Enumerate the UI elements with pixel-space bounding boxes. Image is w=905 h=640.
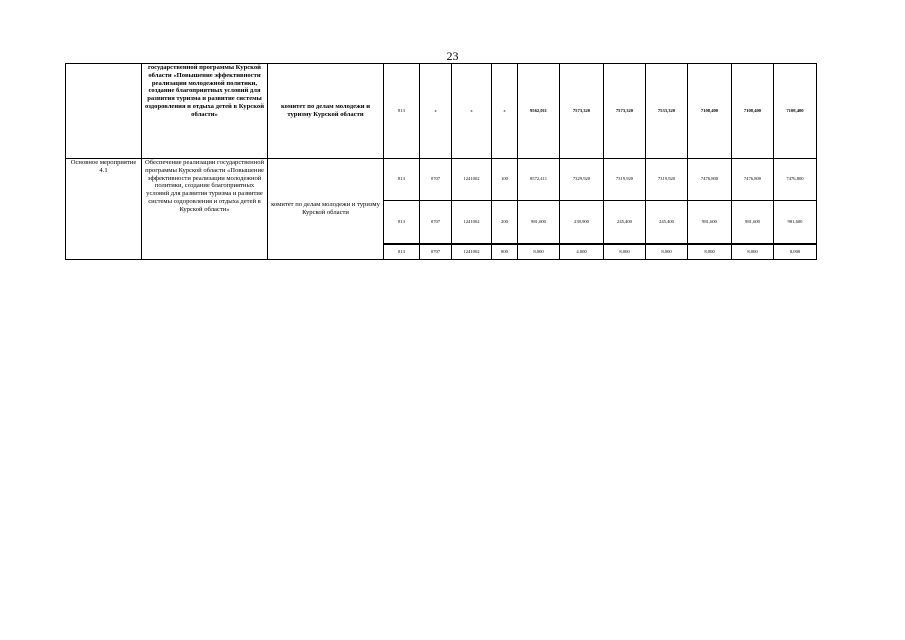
value-cell: 245,400 <box>646 201 688 244</box>
grbs-cell: 813 <box>384 64 420 159</box>
value-cell: 239,900 <box>560 201 604 244</box>
name-cell: Основное мероприятие 4.1 <box>66 159 142 260</box>
value-cell: 8,000 <box>518 244 560 260</box>
program-cell: государственной программы Курской области «Повышение эффективности реализации молодежной политики, создание благоприятных условий для развития туризма и развитие системы оздоровления и отдыха детей в Курской области» <box>142 64 268 159</box>
program-cell: Обеспечение реализации государственной программы Курской области «Повышение эффективности реализации молодежной политики, создание благоприятных условий для развития туризма и развитие системы оздоровления и отдыха детей в Курской области» <box>142 159 268 260</box>
value-cell: 8,000 <box>774 244 817 260</box>
name-cell <box>66 64 142 159</box>
value-cell: 245,400 <box>604 201 646 244</box>
value-cell: 8,000 <box>646 244 688 260</box>
value-cell: 7476,800 <box>732 159 774 201</box>
value-cell: 8,000 <box>604 244 646 260</box>
rzpr-cell: 0707 <box>420 201 452 244</box>
vr-cell: 200 <box>492 201 518 244</box>
value-cell: 8,000 <box>688 244 732 260</box>
value-cell: 7533,320 <box>646 64 688 159</box>
value-cell: 7108,400 <box>688 64 732 159</box>
budget-table <box>65 63 817 260</box>
csr-cell: х <box>452 64 492 159</box>
value-cell: 981,600 <box>774 201 817 244</box>
executor-cell: комитет по делам молодежи и туризму Курской области <box>268 64 384 159</box>
value-cell: 7319,920 <box>646 159 688 201</box>
value-cell: 7476,800 <box>774 159 817 201</box>
value-cell: 8572,411 <box>518 159 560 201</box>
csr-cell: 1241002 <box>452 159 492 201</box>
vr-cell: 100 <box>492 159 518 201</box>
rzpr-cell: 0707 <box>420 159 452 201</box>
vr-cell: х <box>492 64 518 159</box>
executor-cell: комитет по делам молодежи и туризму Курской области <box>268 159 384 260</box>
value-cell: 4,000 <box>560 244 604 260</box>
grbs-cell: 813 <box>384 159 420 201</box>
page-number: 23 <box>446 49 459 63</box>
rzpr-cell: 0707 <box>420 244 452 260</box>
value-cell: 7319,920 <box>604 159 646 201</box>
rzpr-cell: х <box>420 64 452 159</box>
value-cell: 7329,920 <box>560 159 604 201</box>
value-cell: 7573,320 <box>604 64 646 159</box>
value-cell: 981,600 <box>518 201 560 244</box>
value-cell: 7108,400 <box>774 64 817 159</box>
grbs-cell: 813 <box>384 244 420 260</box>
value-cell: 7108,400 <box>732 64 774 159</box>
csr-cell: 1241002 <box>452 201 492 244</box>
csr-cell: 1241002 <box>452 244 492 260</box>
table-row <box>66 159 817 201</box>
value-cell: 9562,011 <box>518 64 560 159</box>
value-cell: 8,000 <box>732 244 774 260</box>
value-cell: 981,600 <box>732 201 774 244</box>
grbs-cell: 813 <box>384 201 420 244</box>
value-cell: 981,600 <box>688 201 732 244</box>
vr-cell: 800 <box>492 244 518 260</box>
table-row <box>66 64 817 159</box>
value-cell: 7476,800 <box>688 159 732 201</box>
value-cell: 7573,320 <box>560 64 604 159</box>
